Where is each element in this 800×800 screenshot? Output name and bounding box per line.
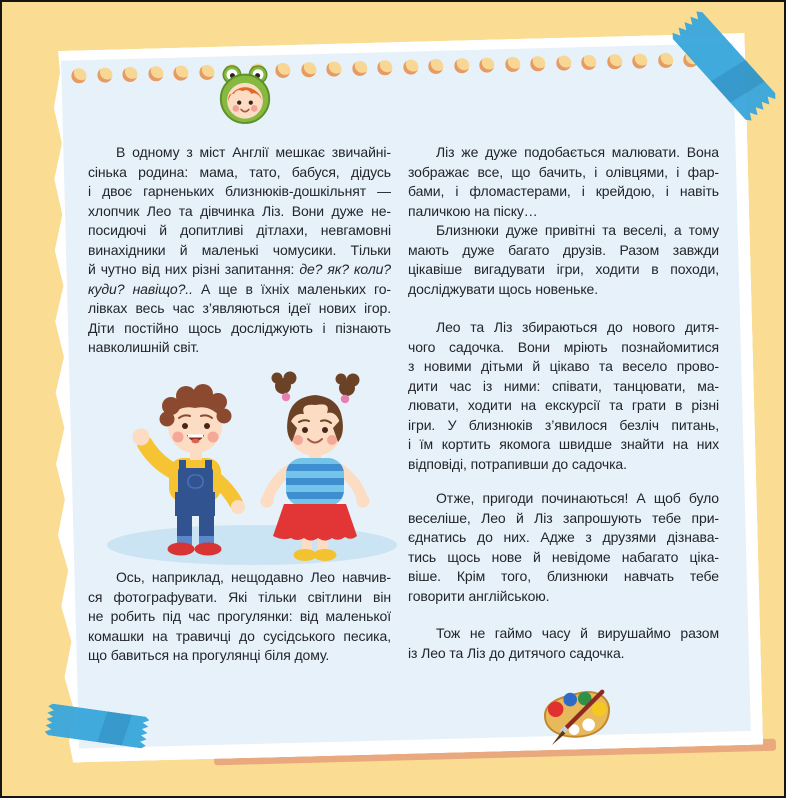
paper-hole bbox=[505, 57, 520, 72]
story-paragraph bbox=[408, 221, 719, 299]
paper-hole bbox=[556, 55, 571, 70]
story-line: мають дуже багато друзів. Разом завжди bbox=[408, 241, 719, 258]
story-line: бами, і фломастерами, і крейдою, і навіть bbox=[408, 183, 719, 199]
story-line: винахідники й маленькі чомусики. Тільки bbox=[88, 241, 391, 258]
story-line: Отже, пригоди починаються! А щоб було bbox=[436, 490, 719, 506]
story-line: хлопчик Лео та дівчинка Ліз. Вони дуже не- bbox=[88, 202, 391, 219]
story-line: говорити англійською. bbox=[408, 587, 550, 604]
story-line: єднатись до них. Адже з друзями дізнава- bbox=[408, 529, 719, 545]
paper-hole bbox=[530, 56, 545, 71]
story-line: Близнюки дуже привітні та веселі, а тому bbox=[436, 222, 719, 238]
girl-figure bbox=[261, 372, 370, 562]
paper-hole bbox=[581, 55, 596, 70]
story-left-column-bottom bbox=[88, 568, 391, 666]
paper-hole bbox=[377, 60, 392, 75]
paper-hole bbox=[71, 68, 86, 83]
paper-hole bbox=[97, 67, 112, 82]
story-line: з новими дітьми й цікаво та весело прово- bbox=[408, 358, 719, 374]
story-line: не робить під час прогулянки: від маленької bbox=[88, 608, 391, 624]
story-line: Ліз же дуже подобається малювати. Вона bbox=[436, 144, 719, 160]
story-paragraph bbox=[408, 318, 719, 474]
story-line: і двоє гарненьких близнюків-дошкільнят — bbox=[88, 183, 391, 199]
story-line: комашки на травичці до сусідського песика, bbox=[88, 627, 391, 644]
story-line: Лео та Ліз збираються до нового дитя- bbox=[436, 319, 719, 335]
story-line: Ось, наприклад, нещодавно Лео навчив- bbox=[116, 569, 391, 585]
story-line: відповіді, потрапивши до садочка. bbox=[408, 455, 627, 472]
story-line: куди? навіщо?.. А ще в їхніх маленьких го- bbox=[88, 280, 391, 297]
story-line: посидючі й допитливі дітлахи, невгамовні bbox=[88, 222, 391, 238]
story-line: дити час із ними: співати, танцювати, ма- bbox=[408, 377, 719, 394]
paper-hole bbox=[173, 65, 188, 80]
story-line: тись щось нове й невідоме набагато ціка- bbox=[408, 548, 719, 565]
paper-hole bbox=[199, 65, 214, 80]
story-line: і їм кортить якомога швидше знайти на них bbox=[408, 436, 719, 452]
paper-hole bbox=[352, 61, 367, 76]
story-line: паличкою на піску… bbox=[408, 202, 538, 219]
story-line: лівках весь час з’являються ідеї нових ігор. bbox=[88, 300, 391, 316]
story-line: веселіше, Лео й Ліз запрошують тебе при- bbox=[408, 509, 719, 526]
paper-hole bbox=[403, 59, 418, 74]
story-left-column-top bbox=[88, 143, 391, 358]
story-line: сінька родина: мама, тато, бабуся, дідусь bbox=[88, 163, 391, 180]
story-line: навколишній світ. bbox=[88, 339, 200, 355]
story-line: ігри. У близнюків з’явилося безліч питань, bbox=[408, 416, 719, 433]
story-right-column bbox=[408, 143, 719, 663]
paper-hole bbox=[632, 53, 647, 68]
twins-illustration bbox=[87, 352, 397, 567]
frog-hat-child-icon bbox=[216, 62, 274, 124]
story-line: В одному з міст Англії мешкає звичайні- bbox=[116, 144, 391, 160]
story-paragraph bbox=[408, 489, 719, 606]
paper-hole bbox=[301, 62, 316, 77]
paper-hole bbox=[275, 63, 290, 78]
story-line: цікавіше вигадувати ігри, ходити в походи, bbox=[408, 261, 719, 277]
paper-hole bbox=[326, 61, 341, 76]
story-line: й чутно від них різні запитання: де? як? коли? bbox=[88, 261, 391, 277]
paint-palette-icon bbox=[538, 686, 616, 750]
story-paragraph bbox=[88, 143, 391, 358]
story-line: Діти постійно щось досліджують і пізнають bbox=[88, 319, 391, 336]
paper-hole bbox=[428, 59, 443, 74]
story-paragraph bbox=[408, 624, 719, 663]
story-line: зображає все, що бачить, і олівцями, і фар- bbox=[408, 163, 719, 180]
story-line: ся фотографувати. Які тільки світлини він bbox=[88, 588, 391, 605]
paper-hole bbox=[479, 57, 494, 72]
paper-hole bbox=[607, 54, 622, 69]
story-line: лювати, ходити на екскурсії та грати в різні bbox=[408, 397, 719, 413]
story-line: Тож не гаймо часу й вирушаймо разом bbox=[436, 625, 719, 641]
story-line: чого садочка. Вони мріють познайомитися bbox=[408, 338, 719, 355]
story-line: віше. Крім того, близнюки навчать тебе bbox=[408, 568, 719, 584]
paper-hole bbox=[454, 58, 469, 73]
paper-hole bbox=[148, 66, 163, 81]
story-paragraph bbox=[88, 568, 391, 666]
paper-hole bbox=[122, 67, 137, 82]
story-line: що бавиться на прогулянці біля дому. bbox=[88, 647, 330, 663]
story-line: із Лео та Ліз до дитячого садочка. bbox=[408, 644, 625, 661]
story-line: досліджувати щось новеньке. bbox=[408, 280, 599, 297]
story-paragraph bbox=[408, 143, 719, 221]
paper-hole bbox=[658, 53, 673, 68]
